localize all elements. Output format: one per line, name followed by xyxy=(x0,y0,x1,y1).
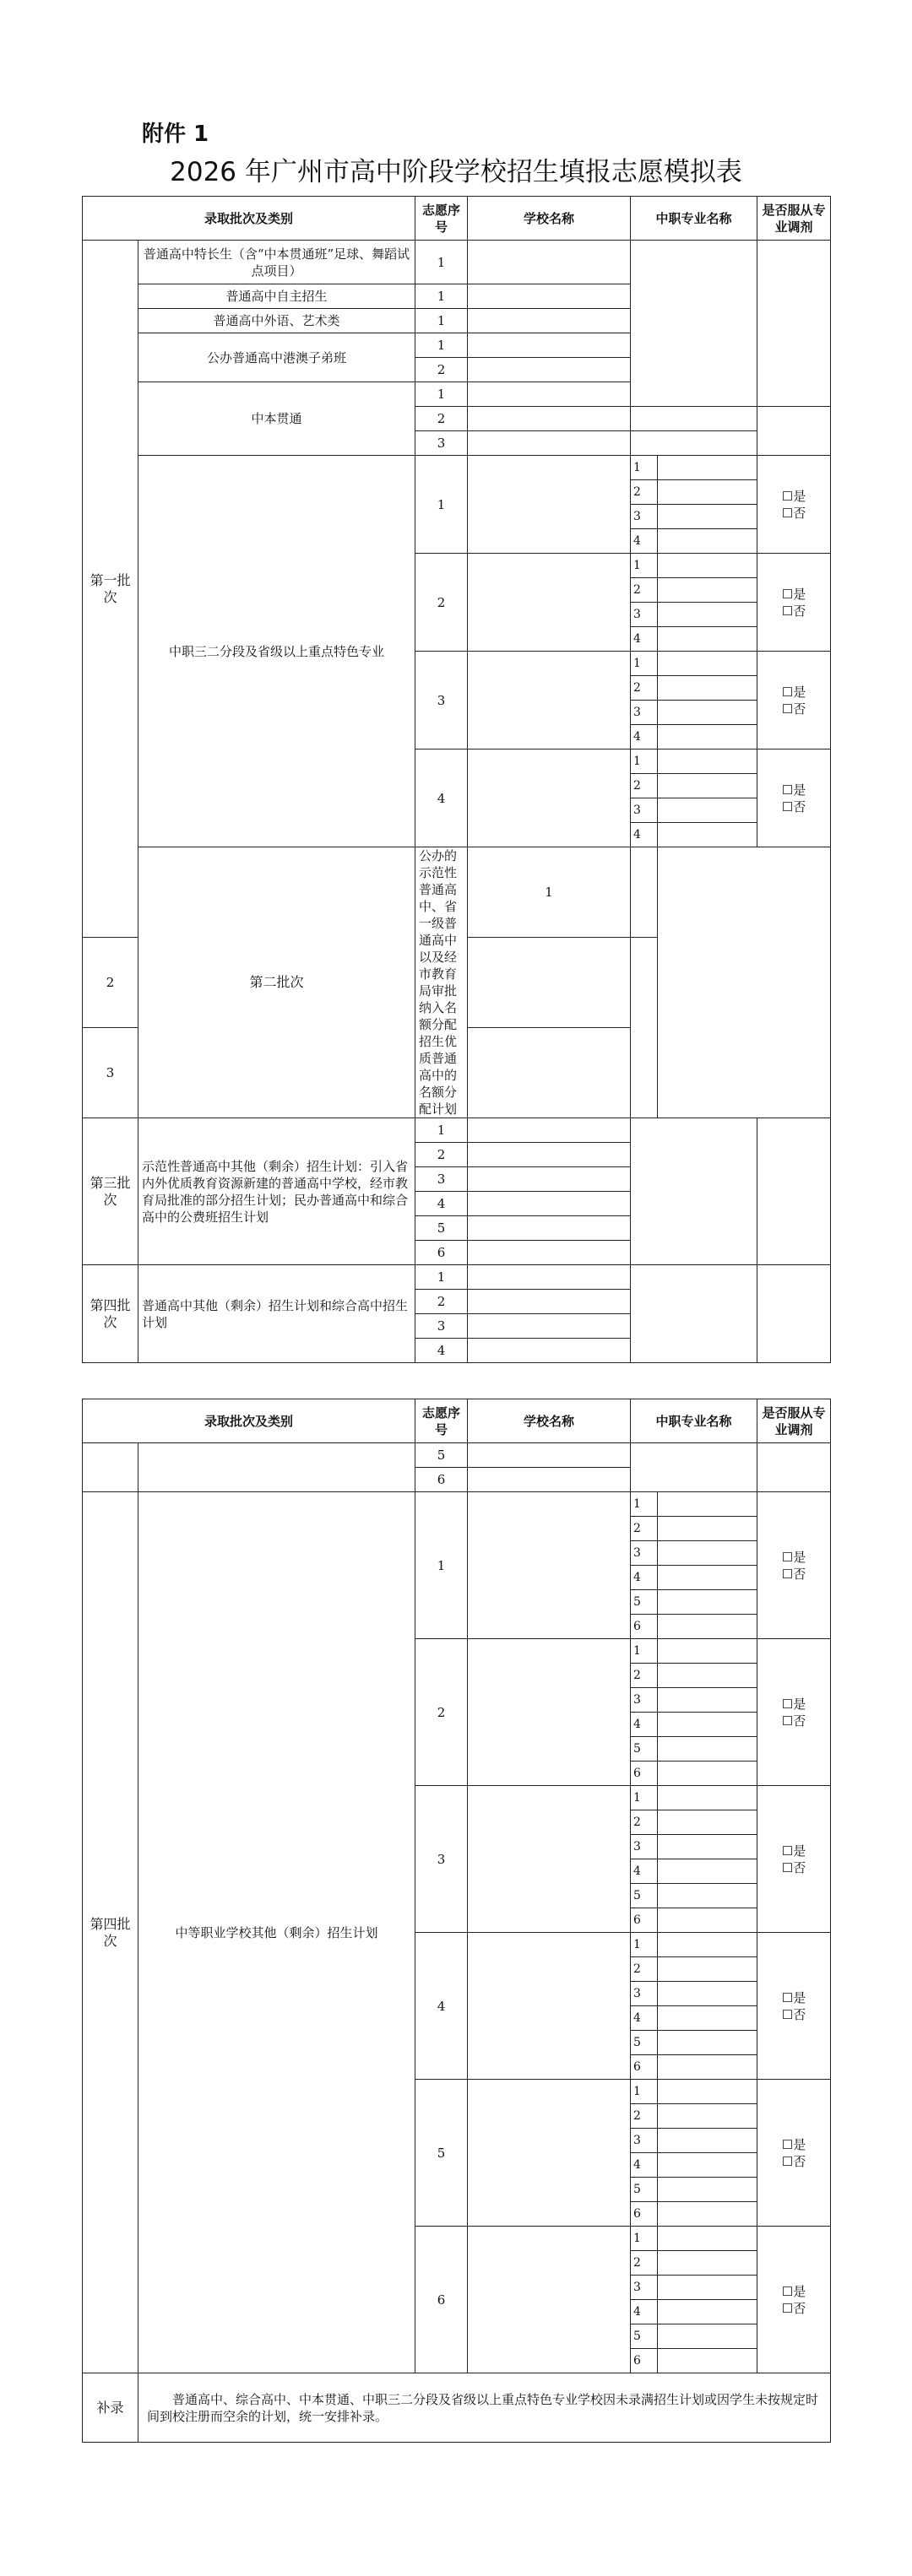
major-seq: 2 xyxy=(631,676,658,701)
major-name-cell[interactable] xyxy=(658,1933,757,1957)
major-name-cell[interactable] xyxy=(658,2080,757,2104)
major-name-cell[interactable] xyxy=(658,1908,757,1933)
adjust-yes-checkbox[interactable]: ☐是 xyxy=(781,1696,806,1712)
seq-num: 5 xyxy=(415,1216,468,1241)
major-name-cell[interactable] xyxy=(658,1639,757,1664)
major-seq: 3 xyxy=(631,1541,658,1566)
form-table-page1 xyxy=(82,196,831,1363)
header-school: 学校名称 xyxy=(468,197,631,241)
major-name-cell[interactable] xyxy=(658,1541,757,1566)
adjust-no-checkbox[interactable]: ☐否 xyxy=(781,2300,806,2316)
major-name-cell[interactable] xyxy=(658,2349,757,2373)
major-seq: 3 xyxy=(631,701,658,725)
school-name-cell[interactable] xyxy=(468,456,631,554)
major-name-cell[interactable] xyxy=(658,456,757,480)
adjust-cell xyxy=(757,241,831,407)
adjust-options[interactable] xyxy=(757,554,831,652)
header-category: 录取批次及类别 xyxy=(83,1399,415,1443)
major-seq: 1 xyxy=(631,554,658,578)
form-table-page2 xyxy=(82,1399,831,2443)
school-name-cell[interactable] xyxy=(468,1639,631,1786)
seq-num: 4 xyxy=(415,1933,468,2080)
major-seq: 2 xyxy=(631,578,658,603)
seq-num: 6 xyxy=(415,1241,468,1265)
adjust-options[interactable] xyxy=(757,750,831,847)
adjust-yes-checkbox[interactable]: ☐是 xyxy=(781,2283,806,2299)
school-name-cell[interactable] xyxy=(468,1143,631,1167)
major-seq: 2 xyxy=(631,480,658,505)
school-name-cell[interactable] xyxy=(468,2080,631,2227)
major-seq: 1 xyxy=(631,1639,658,1664)
major-seq: 1 xyxy=(631,456,658,480)
major-name-cell[interactable] xyxy=(658,2153,757,2178)
school-name-cell[interactable] xyxy=(468,1167,631,1192)
major-name-cell[interactable] xyxy=(658,1957,757,1982)
major-seq: 5 xyxy=(631,1590,658,1615)
batch-2-label: 第二批次 xyxy=(138,847,415,1118)
major-name-cell[interactable] xyxy=(658,2178,757,2202)
category-b2: 公办的示范性普通高中、省一级普通高中以及经市教育局审批纳入名额分配招生优质普通高中的名额分配计划 xyxy=(415,847,468,1118)
major-seq: 4 xyxy=(631,1713,658,1737)
category-b4zz: 中等职业学校其他（剩余）招生计划 xyxy=(138,1492,415,2373)
major-name-cell[interactable] xyxy=(658,1835,757,1859)
adjust-cell xyxy=(757,1118,831,1265)
major-name-cell[interactable] xyxy=(658,603,757,627)
seq-num: 2 xyxy=(415,1143,468,1167)
major-seq: 4 xyxy=(631,1566,658,1590)
adjust-options[interactable] xyxy=(757,2227,831,2373)
school-name-cell[interactable] xyxy=(468,1786,631,1933)
major-seq: 1 xyxy=(631,652,658,676)
major-seq: 4 xyxy=(631,627,658,652)
major-seq: 5 xyxy=(631,1737,658,1762)
school-name-cell[interactable] xyxy=(468,1468,631,1492)
major-seq: 5 xyxy=(631,2324,658,2349)
major-seq: 3 xyxy=(631,1835,658,1859)
major-seq: 6 xyxy=(631,2055,658,2080)
seq-num: 1 xyxy=(415,333,468,358)
school-name-cell[interactable] xyxy=(468,1192,631,1216)
seq-num: 3 xyxy=(83,1028,138,1118)
school-name-cell[interactable] xyxy=(468,333,631,358)
major-seq: 5 xyxy=(631,2178,658,2202)
major-name-cell[interactable] xyxy=(658,1664,757,1688)
seq-num: 2 xyxy=(415,358,468,382)
adjust-yes-checkbox[interactable]: ☐是 xyxy=(781,684,806,700)
seq-num: 2 xyxy=(415,1290,468,1314)
major-name-cell[interactable] xyxy=(658,2227,757,2251)
seq-num: 1 xyxy=(415,1492,468,1639)
header-adjust: 是否服从专业调剂 xyxy=(757,1399,831,1443)
school-name-cell[interactable] xyxy=(468,1290,631,1314)
adjust-no-checkbox[interactable]: ☐否 xyxy=(781,798,806,814)
adjust-options[interactable] xyxy=(757,1786,831,1933)
school-name-cell[interactable] xyxy=(468,1118,631,1143)
major-seq: 2 xyxy=(631,1664,658,1688)
major-name-cell[interactable] xyxy=(658,2104,757,2129)
major-name-cell[interactable] xyxy=(658,1810,757,1835)
major-seq: 4 xyxy=(631,2153,658,2178)
category-sports: 普通高中特长生（含“中本贯通班”足球、舞蹈试点项目） xyxy=(138,241,415,284)
major-seq: 2 xyxy=(631,1957,658,1982)
major-name-cell[interactable] xyxy=(658,2251,757,2276)
major-seq: 2 xyxy=(631,2104,658,2129)
batch-1-label: 第一批次 xyxy=(83,241,138,938)
major-name-cell[interactable] xyxy=(658,2300,757,2324)
major-name-cell[interactable] xyxy=(658,1566,757,1590)
major-name-cell[interactable] xyxy=(658,701,757,725)
seq-num: 2 xyxy=(415,554,468,652)
major-seq: 4 xyxy=(631,2300,658,2324)
seq-num: 6 xyxy=(415,1468,468,1492)
major-seq: 5 xyxy=(631,2031,658,2055)
category-zbgt: 中本贯通 xyxy=(138,382,415,456)
seq-num: 4 xyxy=(415,750,468,847)
school-name-cell[interactable] xyxy=(468,938,631,1028)
major-name-cell[interactable] xyxy=(658,2276,757,2300)
page-title: 2026 年广州市高中阶段学校招生填报志愿模拟表 xyxy=(170,157,742,187)
seq-num: 1 xyxy=(415,1118,468,1143)
batch-4-label: 第四批次 xyxy=(83,1492,138,2373)
adjust-no-checkbox[interactable]: ☐否 xyxy=(781,701,806,717)
adjust-options[interactable] xyxy=(757,456,831,554)
school-name-cell[interactable] xyxy=(468,407,631,431)
school-name-cell[interactable] xyxy=(468,652,631,750)
school-name-cell[interactable] xyxy=(468,1241,631,1265)
adjust-options[interactable] xyxy=(757,1639,831,1786)
category-zz32: 中职三二分段及省级以上重点特色专业 xyxy=(138,456,415,847)
seq-num: 1 xyxy=(415,309,468,333)
major-seq: 1 xyxy=(631,1786,658,1810)
header-seq: 志愿序号 xyxy=(415,197,468,241)
major-name-cell[interactable] xyxy=(658,1517,757,1541)
major-name-cell[interactable] xyxy=(658,652,757,676)
header-category: 录取批次及类别 xyxy=(83,197,415,241)
category-b3: 示范性普通高中其他（剩余）招生计划：引入省内外优质教育资源新建的普通高中学校，经市教育局批准的部分招生计划；民办普通高中和综合高中的公费班招生计划 xyxy=(138,1118,415,1265)
supplement-text: 普通高中、综合高中、中本贯通、中职三二分段及省级以上重点特色专业学校因未录满招生计划或因学生未按规定时间到校注册而空余的计划，统一安排补录。 xyxy=(138,2373,831,2443)
major-name-cell[interactable] xyxy=(658,750,757,774)
adjust-yes-checkbox[interactable]: ☐是 xyxy=(781,1549,806,1565)
seq-num: 4 xyxy=(415,1339,468,1363)
major-seq: 4 xyxy=(631,823,658,847)
major-cell xyxy=(631,407,757,431)
major-name-cell[interactable] xyxy=(658,529,757,554)
major-seq: 3 xyxy=(631,505,658,529)
school-name-cell[interactable] xyxy=(468,1339,631,1363)
batch-4-label: 第四批次 xyxy=(83,1265,138,1363)
seq-num: 3 xyxy=(415,1167,468,1192)
batch-3-label: 第三批次 xyxy=(83,1118,138,1265)
major-seq: 4 xyxy=(631,725,658,750)
school-name-cell[interactable] xyxy=(631,847,658,938)
major-name-cell[interactable] xyxy=(658,1713,757,1737)
seq-num: 1 xyxy=(468,847,631,938)
header-major: 中职专业名称 xyxy=(631,1399,757,1443)
supplement-label: 补录 xyxy=(83,2373,138,2443)
major-name-cell[interactable] xyxy=(658,676,757,701)
seq-num: 4 xyxy=(415,1192,468,1216)
major-name-cell[interactable] xyxy=(658,505,757,529)
adjust-no-checkbox[interactable]: ☐否 xyxy=(781,2153,806,2169)
seq-num: 3 xyxy=(415,1786,468,1933)
seq-num: 3 xyxy=(415,431,468,456)
major-seq: 6 xyxy=(631,1615,658,1639)
major-seq: 2 xyxy=(631,774,658,798)
seq-num: 1 xyxy=(415,284,468,309)
major-name-cell[interactable] xyxy=(658,823,757,847)
major-cell xyxy=(631,241,757,407)
major-name-cell[interactable] xyxy=(658,725,757,750)
major-name-cell[interactable] xyxy=(658,1884,757,1908)
school-name-cell[interactable] xyxy=(468,1265,631,1290)
major-name-cell[interactable] xyxy=(658,1786,757,1810)
adjust-options[interactable] xyxy=(757,1492,831,1639)
adjust-options[interactable] xyxy=(757,1933,831,2080)
major-name-cell[interactable] xyxy=(658,2129,757,2153)
major-cell xyxy=(631,1118,757,1265)
seq-num: 6 xyxy=(415,2227,468,2373)
seq-num: 3 xyxy=(415,652,468,750)
major-name-cell[interactable] xyxy=(658,1859,757,1884)
school-name-cell[interactable] xyxy=(468,1216,631,1241)
category-hkmo: 公办普通高中港澳子弟班 xyxy=(138,333,415,382)
category-self: 普通高中自主招生 xyxy=(138,284,415,309)
seq-num: 2 xyxy=(415,407,468,431)
major-name-cell[interactable] xyxy=(658,1590,757,1615)
seq-num: 2 xyxy=(415,1639,468,1786)
major-name-cell[interactable] xyxy=(658,554,757,578)
major-name-cell[interactable] xyxy=(658,774,757,798)
adjust-yes-checkbox[interactable]: ☐是 xyxy=(781,2136,806,2152)
header-adjust: 是否服从专业调剂 xyxy=(757,197,831,241)
major-seq: 3 xyxy=(631,2129,658,2153)
school-name-cell[interactable] xyxy=(468,382,631,407)
major-name-cell[interactable] xyxy=(658,1688,757,1713)
adjust-no-checkbox[interactable]: ☐否 xyxy=(781,1859,806,1875)
major-seq: 3 xyxy=(631,2276,658,2300)
major-seq: 6 xyxy=(631,1762,658,1786)
major-seq: 1 xyxy=(631,2227,658,2251)
major-seq: 1 xyxy=(631,750,658,774)
adjust-no-checkbox[interactable]: ☐否 xyxy=(781,2006,806,2022)
major-seq: 3 xyxy=(631,1982,658,2006)
major-name-cell[interactable] xyxy=(658,1762,757,1786)
seq-num: 1 xyxy=(415,1265,468,1290)
major-name-cell[interactable] xyxy=(658,2324,757,2349)
major-cell xyxy=(658,847,831,1118)
adjust-yes-checkbox[interactable]: ☐是 xyxy=(781,1989,806,2005)
major-name-cell[interactable] xyxy=(658,2031,757,2055)
school-name-cell[interactable] xyxy=(468,241,631,284)
school-name-cell[interactable] xyxy=(468,1492,631,1639)
school-name-cell[interactable] xyxy=(468,309,631,333)
school-name-cell[interactable] xyxy=(468,554,631,652)
major-seq: 1 xyxy=(631,1492,658,1517)
major-seq: 4 xyxy=(631,2006,658,2031)
adjust-no-checkbox[interactable]: ☐否 xyxy=(781,1566,806,1582)
major-name-cell[interactable] xyxy=(658,2055,757,2080)
seq-num: 3 xyxy=(415,1314,468,1339)
header-school: 学校名称 xyxy=(468,1399,631,1443)
category-lang: 普通高中外语、艺术类 xyxy=(138,309,415,333)
header-seq: 志愿序号 xyxy=(415,1399,468,1443)
major-name-cell[interactable] xyxy=(658,627,757,652)
major-name-cell[interactable] xyxy=(658,1982,757,2006)
school-name-cell[interactable] xyxy=(468,2227,631,2373)
seq-num: 5 xyxy=(415,2080,468,2227)
major-seq: 4 xyxy=(631,1859,658,1884)
major-cell xyxy=(631,1265,757,1363)
school-name-cell[interactable] xyxy=(468,1028,631,1118)
major-seq: 3 xyxy=(631,603,658,627)
header-major: 中职专业名称 xyxy=(631,197,757,241)
major-name-cell[interactable] xyxy=(658,2202,757,2227)
major-name-cell[interactable] xyxy=(658,578,757,603)
seq-num: 1 xyxy=(415,241,468,284)
school-name-cell[interactable] xyxy=(468,358,631,382)
major-seq: 2 xyxy=(631,1810,658,1835)
major-seq: 6 xyxy=(631,1908,658,1933)
major-name-cell[interactable] xyxy=(658,1737,757,1762)
seq-num: 1 xyxy=(415,456,468,554)
school-name-cell[interactable] xyxy=(468,431,631,456)
adjust-yes-checkbox[interactable]: ☐是 xyxy=(781,488,806,504)
school-name-cell[interactable] xyxy=(468,1443,631,1468)
seq-num: 1 xyxy=(415,382,468,407)
major-name-cell[interactable] xyxy=(658,2006,757,2031)
seq-num: 5 xyxy=(415,1443,468,1468)
major-seq: 3 xyxy=(631,1688,658,1713)
major-seq: 6 xyxy=(631,2349,658,2373)
annex-label: 附件 1 xyxy=(142,122,209,147)
major-seq: 2 xyxy=(631,2251,658,2276)
major-name-cell[interactable] xyxy=(658,1492,757,1517)
major-cell xyxy=(631,1443,757,1492)
seq-num: 2 xyxy=(83,938,138,1028)
adjust-no-checkbox[interactable]: ☐否 xyxy=(781,505,806,521)
adjust-yes-checkbox[interactable]: ☐是 xyxy=(781,782,806,798)
adjust-cell xyxy=(757,1265,831,1363)
adjust-options[interactable] xyxy=(757,652,831,750)
major-name-cell[interactable] xyxy=(658,480,757,505)
major-name-cell[interactable] xyxy=(658,798,757,823)
category-cell xyxy=(138,1443,415,1492)
major-seq: 1 xyxy=(631,1933,658,1957)
major-seq: 5 xyxy=(631,1884,658,1908)
adjust-no-checkbox[interactable]: ☐否 xyxy=(781,1713,806,1729)
major-seq: 6 xyxy=(631,2202,658,2227)
adjust-no-checkbox[interactable]: ☐否 xyxy=(781,603,806,619)
major-seq: 3 xyxy=(631,798,658,823)
major-seq: 1 xyxy=(631,2080,658,2104)
adjust-yes-checkbox[interactable]: ☐是 xyxy=(781,1843,806,1859)
batch-cell xyxy=(83,1443,138,1492)
major-seq: 4 xyxy=(631,529,658,554)
adjust-options[interactable] xyxy=(757,2080,831,2227)
adjust-yes-checkbox[interactable]: ☐是 xyxy=(781,586,806,602)
school-name-cell[interactable] xyxy=(468,1933,631,2080)
major-cell xyxy=(631,431,757,456)
school-name-cell[interactable] xyxy=(468,284,631,309)
category-b4: 普通高中其他（剩余）招生计划和综合高中招生计划 xyxy=(138,1265,415,1363)
adjust-cell xyxy=(757,407,831,456)
major-seq: 2 xyxy=(631,1517,658,1541)
major-name-cell[interactable] xyxy=(658,1615,757,1639)
school-name-cell[interactable] xyxy=(468,1314,631,1339)
school-name-cell[interactable] xyxy=(468,750,631,847)
adjust-cell xyxy=(757,1443,831,1492)
